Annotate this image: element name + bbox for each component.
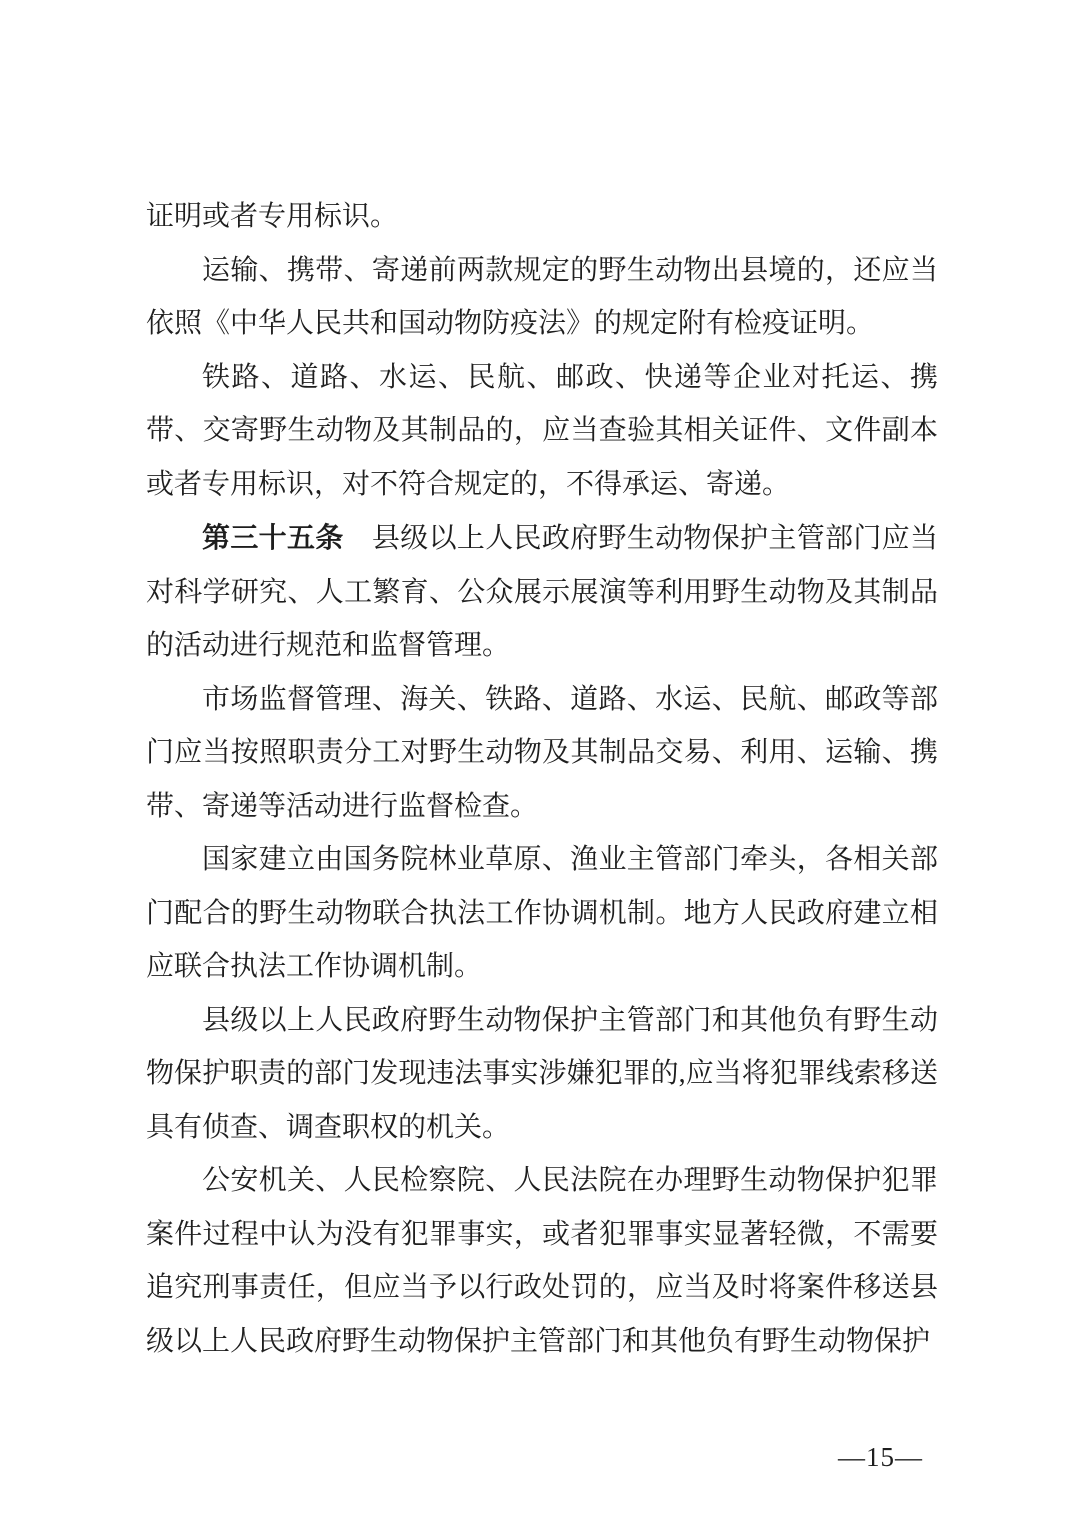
body-paragraph: 铁路、道路、水运、民航、邮政、快递等企业对托运、携带、交寄野生动物及其制品的，应当查验其相关证件、文件副本或者专用标识，对不符合规定的，不得承运、寄递。 (146, 361, 938, 500)
article-number: 第三十五条 (202, 522, 344, 553)
body-paragraph: 国家建立由国务院林业草原、渔业主管部门牵头，各相关部门配合的野生动物联合执法工作协调机制。地方人民政府建立相应联合执法工作协调机制。 (146, 844, 938, 982)
body-paragraph: 运输、携带、寄递前两款规定的野生动物出县境的，还应当依照《中华人民共和国动物防疫法》的规定附有检疫证明。 (146, 254, 938, 339)
page-number: —15— (838, 1442, 923, 1472)
body-paragraph: 第三十五条 县级以上人民政府野生动物保护主管部门应当对科学研究、人工繁育、公众展示展演等利用野生动物及其制品的活动进行规范和监督管理。 (146, 522, 938, 661)
body-paragraph: 公安机关、人民检察院、人民法院在办理野生动物保护犯罪案件过程中认为没有犯罪事实，或者犯罪事实显著轻微，不需要追究刑事责任，但应当予以行政处罚的，应当及时将案件移送县级以上人民政府野生动物保护主管部门和其他负有野生动物保护 (146, 1165, 938, 1357)
body-paragraph: 证明或者专用标识。 (146, 201, 399, 232)
body-paragraph: 县级以上人民政府野生动物保护主管部门和其他负有野生动物保护职责的部门发现违法事实涉嫌犯罪的,应当将犯罪线索移送具有侦查、调查职权的机关。 (146, 1004, 938, 1143)
document-body (146, 190, 938, 1368)
body-paragraph: 市场监督管理、海关、铁路、道路、水运、民航、邮政等部门应当按照职责分工对野生动物及其制品交易、利用、运输、携带、寄递等活动进行监督检查。 (146, 683, 938, 822)
